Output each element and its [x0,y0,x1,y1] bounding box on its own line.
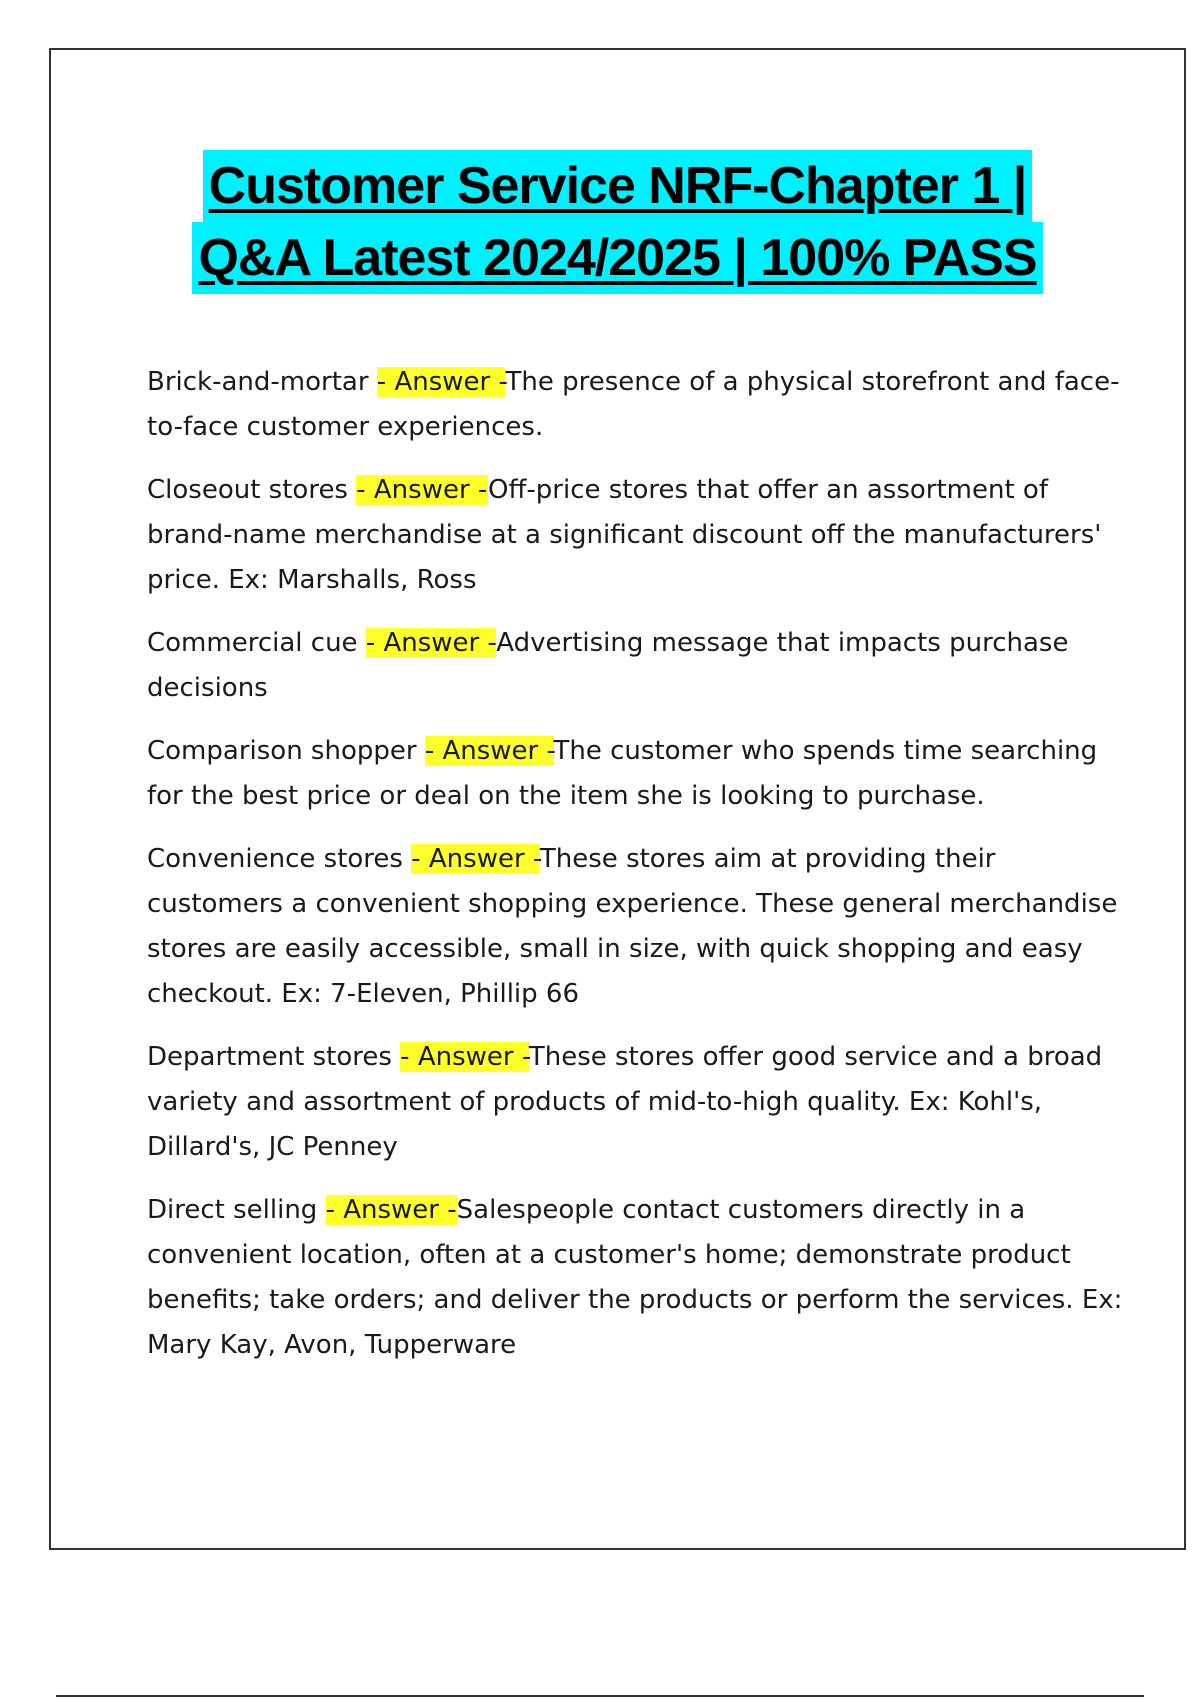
entry-term: Commercial cue [147,628,366,658]
entry-term: Comparison shopper [147,736,425,766]
entry-definition: The presence of a physical storefront and face-to-face customer experiences. [147,367,1120,442]
entry-term: Convenience stores [147,844,412,874]
answer-separator: - Answer - [411,844,540,874]
answer-separator: - Answer - [365,628,497,658]
entry-term: Direct selling [147,1195,326,1225]
entry-definition: Salespeople contact customers directly in a convenient location, often at a customer's home; demonstrate product benefits; take orders; and deliver the products or perform the services. Ex: Mary Kay, Avon, Tupperware [147,1195,1123,1360]
entry-term: Brick-and-mortar [147,367,377,397]
entry-term: Department stores [147,1042,401,1072]
document-page [49,48,1186,1550]
qa-entry [147,1188,1132,1368]
qa-entry [147,621,1132,711]
document-title [51,150,1184,294]
qa-entry [147,468,1132,603]
answer-separator: - Answer - [376,367,506,397]
answer-separator: - Answer - [400,1042,529,1072]
qa-list [147,360,1132,1386]
page-bottom-rule [56,1695,1144,1697]
entry-definition: Advertising message that impacts purchase decisions [147,628,1069,703]
qa-entry [147,1035,1132,1170]
answer-separator: - Answer - [325,1195,457,1225]
title-line-1: Customer Service NRF-Chapter 1 | [203,150,1033,222]
entry-definition: Off-price stores that offer an assortment of brand-name merchandise at a significant discount off the manufacturers' price. Ex: Marshalls, Ross [147,475,1102,595]
qa-entry [147,729,1132,819]
qa-entry [147,360,1132,450]
answer-separator: - Answer - [356,475,489,505]
qa-entry [147,837,1132,1017]
entry-term: Closeout stores [147,475,357,505]
answer-separator: - Answer - [424,736,554,766]
entry-definition: The customer who spends time searching for the best price or deal on the item she is looking to purchase. [147,736,1098,811]
entry-definition: These stores offer good service and a broad variety and assortment of products of mid-to-high quality. Ex: Kohl's, Dillard's, JC Penney [147,1042,1103,1162]
title-line-2: Q&A Latest 2024/2025 | 100% PASS [192,222,1042,294]
entry-definition: These stores aim at providing their customers a convenient shopping experience. These general merchandise stores are easily accessible, small in size, with quick shopping and easy checkout. Ex: 7-Eleven, Phillip 66 [147,844,1118,1009]
